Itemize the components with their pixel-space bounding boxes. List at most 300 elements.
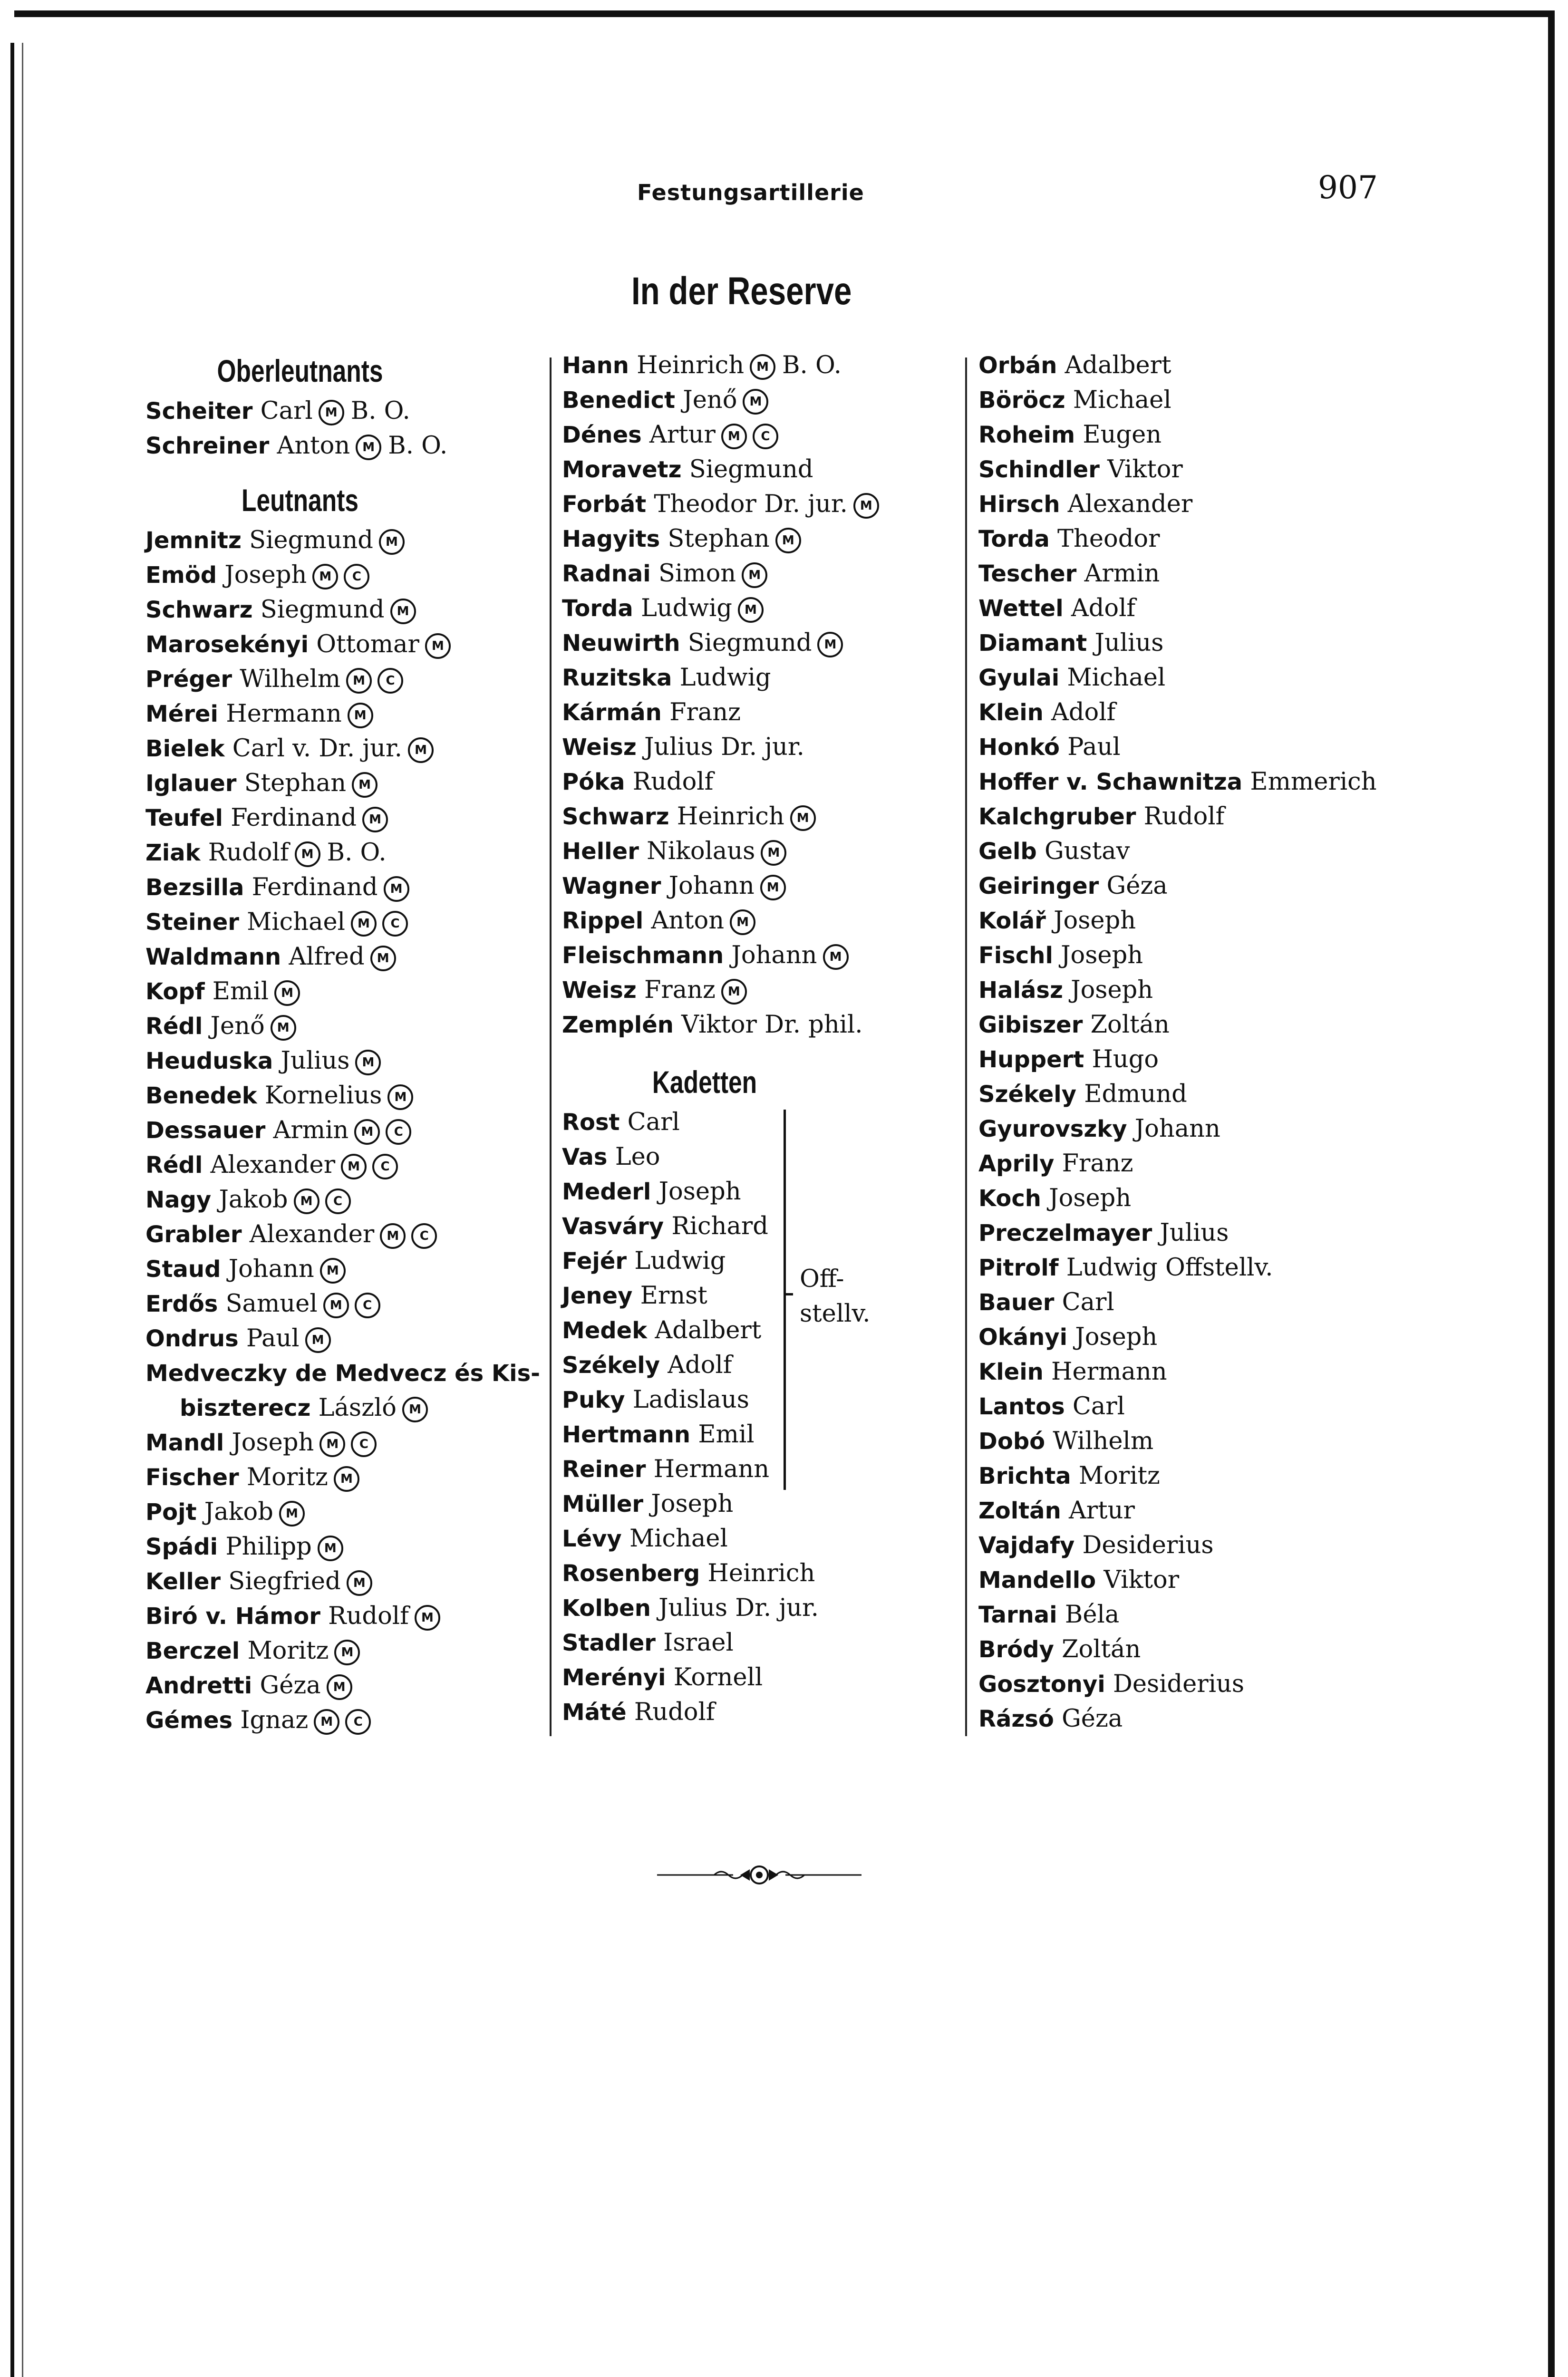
list-item [145,1078,550,1113]
circled-m-icon: M [294,1188,319,1214]
list-item [145,1148,550,1182]
entry-surname: Steiner [145,909,239,936]
entry-given-name: Hermann [1051,1358,1167,1386]
entry-given-name: Julius Dr. jur. [658,1594,819,1622]
list-item [145,1668,550,1703]
list-item [145,905,550,939]
entry-surname: Pojt [145,1499,197,1526]
entry-given-name: Carl [627,1108,680,1136]
entry-surname: Gelb [978,838,1037,865]
list-item [145,1217,550,1252]
circled-m-icon: M [384,876,409,902]
entry-given-name: Géza [260,1672,321,1700]
circled-c-icon: C [382,911,408,937]
list-item [145,1391,550,1425]
entry-surname: Müller [562,1491,644,1517]
entry-given-name: Julius [1094,629,1164,657]
entry-given-name: Carl v. Dr. jur. [232,734,402,763]
entry-given-name: Michael [1067,664,1166,692]
entry-given-name: Adolf [668,1351,732,1379]
circled-m-icon: M [853,493,879,519]
running-head: Festungsartillerie [637,180,864,205]
circled-m-icon: M [742,562,767,588]
circled-c-icon: C [355,1293,380,1318]
entry-given-name: Viktor [1107,455,1183,483]
list-item [145,1564,550,1599]
entry-surname: Biró v. Hámor [145,1603,320,1630]
circled-m-icon: M [761,840,786,866]
entry-surname: Préger [145,666,232,693]
list-item [978,695,1454,730]
entry-surname: Torda [562,595,633,622]
entry-given-name: Johann [1134,1115,1220,1143]
list-item [145,1425,550,1460]
entry-given-name: Siegmund [260,596,385,624]
entry-given-name: Carl [1062,1288,1114,1316]
entry-given-name: Adolf [1051,698,1116,726]
entry-surname: Jemnitz [145,527,242,554]
list-item [978,487,1454,522]
entry-given-name: Viktor [1103,1566,1180,1594]
entry-suffix: B. O. [350,397,410,425]
entry-surname: Dobó [978,1428,1045,1455]
entry-surname: Bauer [978,1289,1055,1316]
list-item [562,660,952,695]
list-item [145,1703,550,1738]
list-item [145,974,550,1009]
entry-surname: Klein [978,1359,1044,1385]
circled-m-icon: M [408,737,434,763]
entry-surname: Huppert [978,1046,1084,1073]
entry-surname: Gyulai [978,665,1060,691]
entry-surname: Székely [562,1352,660,1379]
entry-given-name: Béla [1065,1601,1120,1629]
list-item [562,1591,952,1625]
list-item [145,731,550,766]
entry-surname: Jeney [562,1283,633,1309]
entry-surname: Hertmann [562,1421,691,1448]
column-3 [978,348,1454,1736]
entry-surname: Diamant [978,630,1087,657]
list-item [978,1424,1454,1459]
circled-m-icon: M [817,632,843,657]
circled-m-icon: M [425,633,451,659]
entry-given-name: Julius [281,1047,350,1075]
list-item [562,522,952,556]
entry-given-name: Moritz [247,1637,329,1665]
circled-m-icon: M [743,389,768,415]
list-item [562,695,952,730]
list-item [978,522,1454,556]
entry-given-name: Rudolf [632,768,714,796]
circled-c-icon: C [753,424,778,449]
entry-surname: Waldmann [145,944,281,970]
entry-given-name: Joseph [224,561,307,589]
entry-surname: Kolář [978,908,1046,934]
entry-given-name: Zoltán [1090,1011,1170,1039]
entry-given-name: Joseph [1075,1323,1158,1351]
circled-m-icon: M [721,424,747,449]
list-item [562,1452,952,1487]
entry-surname: Okányi [978,1324,1068,1351]
entry-surname: Mérei [145,701,218,727]
list-item [978,1389,1454,1424]
entry-surname: Fleischmann [562,942,724,969]
entry-surname: Pitrolf [978,1255,1059,1281]
circled-m-icon: M [775,528,801,553]
entry-surname: Klein [978,699,1044,726]
entry-given-name: Moritz [246,1463,328,1491]
entry-suffix: B. O. [327,839,387,867]
entry-given-name: Joseph [1071,976,1153,1004]
list-item [978,1320,1454,1354]
entry-surname: Torda [978,526,1050,552]
list-item [145,766,550,801]
entry-surname: Schindler [978,456,1100,483]
list-item [562,1487,952,1521]
list-item [145,1044,550,1078]
entry-given-name: Adalbert [1065,351,1171,379]
circled-m-icon: M [295,841,320,867]
list-item [562,764,952,799]
entry-given-name: Ludwig [640,594,732,622]
entry-surname: Halász [978,977,1063,1004]
list-item [562,1278,952,1313]
entry-given-name: Jenő [210,1012,265,1040]
entry-given-name: Samuel [225,1290,318,1318]
entry-given-name: Stephan [668,525,770,553]
entry-given-name: Nikolaus [647,837,755,865]
entry-given-name: Desiderius [1082,1531,1214,1559]
circled-m-icon: M [305,1327,331,1353]
kadetten-block [562,1105,952,1730]
list-item [562,1140,952,1174]
entry-given-name: Stephan [244,769,347,797]
entry-surname: Schwarz [145,597,253,623]
entry-surname: Neuwirth [562,630,680,657]
entry-given-name: Wilhelm [1053,1427,1154,1455]
list-item [562,383,952,417]
entry-surname: Weisz [562,734,637,761]
brace-label-line-2: stellv. [800,1300,871,1328]
list-item [145,1495,550,1529]
list-item [562,1209,952,1244]
list-item [562,1313,952,1348]
entry-surname: Erdős [145,1291,218,1317]
entry-surname: Ondrus [145,1325,239,1352]
entry-surname: Máté [562,1699,627,1726]
circled-c-icon: C [372,1154,398,1179]
list-item [978,417,1454,452]
entry-given-name: Alexander [1067,490,1193,518]
entry-surname: Bielek [145,735,225,762]
list-item [978,383,1454,417]
list-item [145,1633,550,1668]
entry-given-name: Eugen [1083,421,1162,449]
entry-given-name: Heinrich [707,1559,815,1587]
entry-given-name: Joseph [232,1429,314,1457]
list-item [978,626,1454,660]
list-item [562,973,952,1007]
list-item [978,1597,1454,1632]
entry-surname: Fischl [978,942,1053,969]
circled-m-icon: M [334,1466,359,1492]
entry-given-name: Gustav [1044,837,1130,865]
list-item [145,870,550,905]
list-item [978,1146,1454,1181]
entry-given-name: Zoltán [1062,1635,1141,1663]
entry-surname: Tarnai [978,1602,1057,1628]
brace-label [800,1262,870,1331]
circled-m-icon: M [738,597,764,623]
entry-surname: Honkó [978,734,1060,761]
entry-surname: Wagner [562,873,661,899]
list-item [145,627,550,662]
page-number: 907 [1318,169,1378,206]
list-item [978,1007,1454,1042]
list-item [978,1042,1454,1077]
brace-bracket [771,1110,786,1490]
entry-surname: Hoffer v. Schawnitza [978,769,1243,795]
list-item [562,1007,952,1042]
entry-given-name: Richard [671,1212,768,1240]
circled-m-icon: M [327,1674,352,1700]
entry-surname: Fischer [145,1464,239,1491]
entry-surname: Gosztonyi [978,1671,1105,1698]
entry-given-name: Theodor [1057,525,1160,553]
list-item [978,799,1454,834]
entry-given-name: Simon [658,560,736,588]
entry-suffix: B. O. [782,351,842,379]
entry-surname: Mandl [145,1430,224,1456]
entry-given-name: Hugo [1092,1045,1159,1073]
entry-surname: Tescher [978,560,1077,587]
circled-m-icon: M [319,400,344,425]
entry-given-name: Moritz [1078,1462,1160,1490]
list-item [145,1009,550,1044]
list-reserve-column-2 [562,348,952,1042]
entry-given-name: Johann [668,872,755,900]
entry-given-name: Julius [1160,1219,1229,1247]
list-item [978,1216,1454,1250]
entry-surname: Grabler [145,1221,242,1248]
list-item [978,1077,1454,1111]
page-title: In der Reserve [631,270,852,313]
circled-m-icon: M [387,1084,413,1110]
entry-surname: Mederl [562,1179,651,1205]
entry-surname: Dessauer [145,1117,266,1144]
list-item [145,1599,550,1633]
entry-surname: Iglauer [145,770,237,797]
entry-surname: Roheim [978,422,1075,448]
entry-surname: Ziak [145,840,201,866]
entry-surname: Preczelmayer [978,1220,1152,1246]
circled-m-icon: M [352,772,377,798]
entry-surname: Hirsch [978,491,1060,518]
circled-m-icon: M [823,944,849,970]
entry-given-name: Ferdinand [231,804,357,832]
entry-surname: Schreiner [145,433,270,459]
entry-surname: Lantos [978,1393,1065,1420]
column-rule-right [965,358,967,1736]
list-item [978,1459,1454,1493]
entry-given-name: Theodor Dr. jur. [654,490,848,518]
circled-m-icon: M [312,564,338,589]
page-border-left [10,43,14,2377]
entry-surname: Dénes [562,422,642,448]
entry-given-name: Siegmund [249,526,373,554]
entry-surname: Merényi [562,1664,666,1691]
list-item [145,939,550,974]
entry-given-name: Paul [1067,733,1121,761]
entry-given-name: Kornell [673,1663,763,1691]
circled-m-icon: M [314,1709,339,1735]
entry-surname: Hann [562,352,629,379]
entry-given-name: Ferdinand [252,873,378,901]
list-item [978,1563,1454,1597]
circled-m-icon: M [370,946,396,971]
list-leutnants [145,523,550,1738]
circled-m-icon: M [356,435,381,460]
entry-surname: Aprily [978,1150,1055,1177]
circled-m-icon: M [271,1015,296,1041]
circled-m-icon: M [320,1258,346,1284]
circled-m-icon: M [390,599,416,624]
entry-given-name: Hermann [653,1455,770,1483]
circled-m-icon: M [721,979,747,1005]
entry-surname: Puky [562,1387,625,1413]
circled-m-icon: M [730,909,755,935]
circled-m-icon: M [379,529,405,555]
list-item [978,1493,1454,1528]
entry-surname: Heuduska [145,1048,273,1074]
list-item [978,834,1454,869]
section-heading-oberleutnants: Oberleutnants [217,353,383,388]
entry-surname: Rippel [562,908,644,934]
entry-given-name: László [318,1394,397,1422]
list-item [562,799,952,834]
list-item [145,1356,550,1391]
circled-m-icon: M [323,1293,349,1318]
entry-given-name: Heinrich [677,802,784,831]
entry-surname: Hagyits [562,526,660,552]
circled-m-icon: M [347,1570,372,1596]
entry-given-name: Ladislaus [632,1386,749,1414]
list-item [562,938,952,973]
circled-m-icon: M [274,980,300,1006]
list-item [145,1529,550,1564]
entry-surname: Teufel [145,805,223,831]
page-border-top [14,10,1555,17]
circled-m-icon: M [415,1605,440,1631]
list-item [145,592,550,627]
entry-surname: Brichta [978,1463,1071,1489]
entry-given-name: Wilhelm [240,665,341,693]
entry-given-name: Joseph [1061,941,1143,969]
circled-c-icon: C [411,1223,437,1249]
entry-given-name: Artur [1068,1497,1135,1525]
circled-c-icon: C [325,1188,351,1214]
list-item [562,730,952,764]
entry-given-name: Israel [663,1629,734,1657]
list-item [562,1105,952,1140]
entry-surname: Rédl [145,1013,203,1040]
list-item [562,1382,952,1417]
entry-given-name: Emil [698,1420,755,1449]
entry-given-name: Rudolf [208,839,289,867]
entry-surname: Geiringer [978,873,1099,899]
entry-surname: Medek [562,1317,648,1344]
list-item [145,523,550,558]
entry-surname: Berczel [145,1638,240,1664]
list-item [145,1460,550,1495]
entry-surname: Emöd [145,562,217,589]
entry-surname: Ruzitska [562,665,672,691]
list-item [978,1250,1454,1285]
list-item [562,1695,952,1730]
entry-given-name: Joseph [658,1178,741,1206]
entry-given-name: Franz [644,976,716,1004]
list-item [145,1252,550,1286]
entry-surname: Kolben [562,1595,651,1622]
list-kadetten [562,1105,952,1730]
list-item [562,1244,952,1278]
list-item [978,1354,1454,1389]
entry-surname: Fejér [562,1248,627,1275]
list-item [978,1667,1454,1701]
entry-surname: Gémes [145,1707,233,1734]
entry-surname: Vas [562,1144,608,1170]
circled-c-icon: C [344,564,369,589]
entry-surname: Vajdafy [978,1532,1075,1559]
column-1 [145,348,550,1738]
entry-surname: Weisz [562,977,637,1004]
list-item [978,1701,1454,1736]
entry-surname: Moravetz [562,456,682,483]
entry-surname: Andretti [145,1672,252,1699]
entry-given-name: Rudolf [328,1602,409,1630]
list-item [978,764,1454,799]
ornament-divider-icon [657,1861,861,1889]
entry-given-name: Leo [615,1143,660,1171]
list-item [562,834,952,869]
list-item [562,1521,952,1556]
entry-given-name: Adalbert [655,1316,762,1344]
list-item [145,801,550,835]
list-item [562,869,952,903]
entry-given-name: Michael [247,908,345,936]
entry-given-name: Siegmund [689,455,813,483]
entry-surname: Forbát [562,491,647,518]
entry-given-name: Franz [669,698,741,726]
list-item [978,591,1454,626]
entry-surname: Rosenberg [562,1560,700,1587]
list-item [978,1285,1454,1320]
list-item [562,903,952,938]
list-item [978,660,1454,695]
entry-given-name: Rudolf [634,1698,715,1726]
list-item [562,556,952,591]
entry-given-name: Joseph [1054,907,1136,935]
entry-given-name: Joseph [651,1490,734,1518]
entry-given-name: Anton [277,432,350,460]
entry-given-name: Alexander [249,1220,375,1248]
entry-given-name: Ludwig Offstellv. [1066,1254,1273,1282]
list-oberleutnants [145,394,550,463]
entry-surname: Rédl [145,1152,203,1179]
entry-surname: Lévy [562,1526,622,1552]
entry-given-name: Heinrich [637,351,745,379]
